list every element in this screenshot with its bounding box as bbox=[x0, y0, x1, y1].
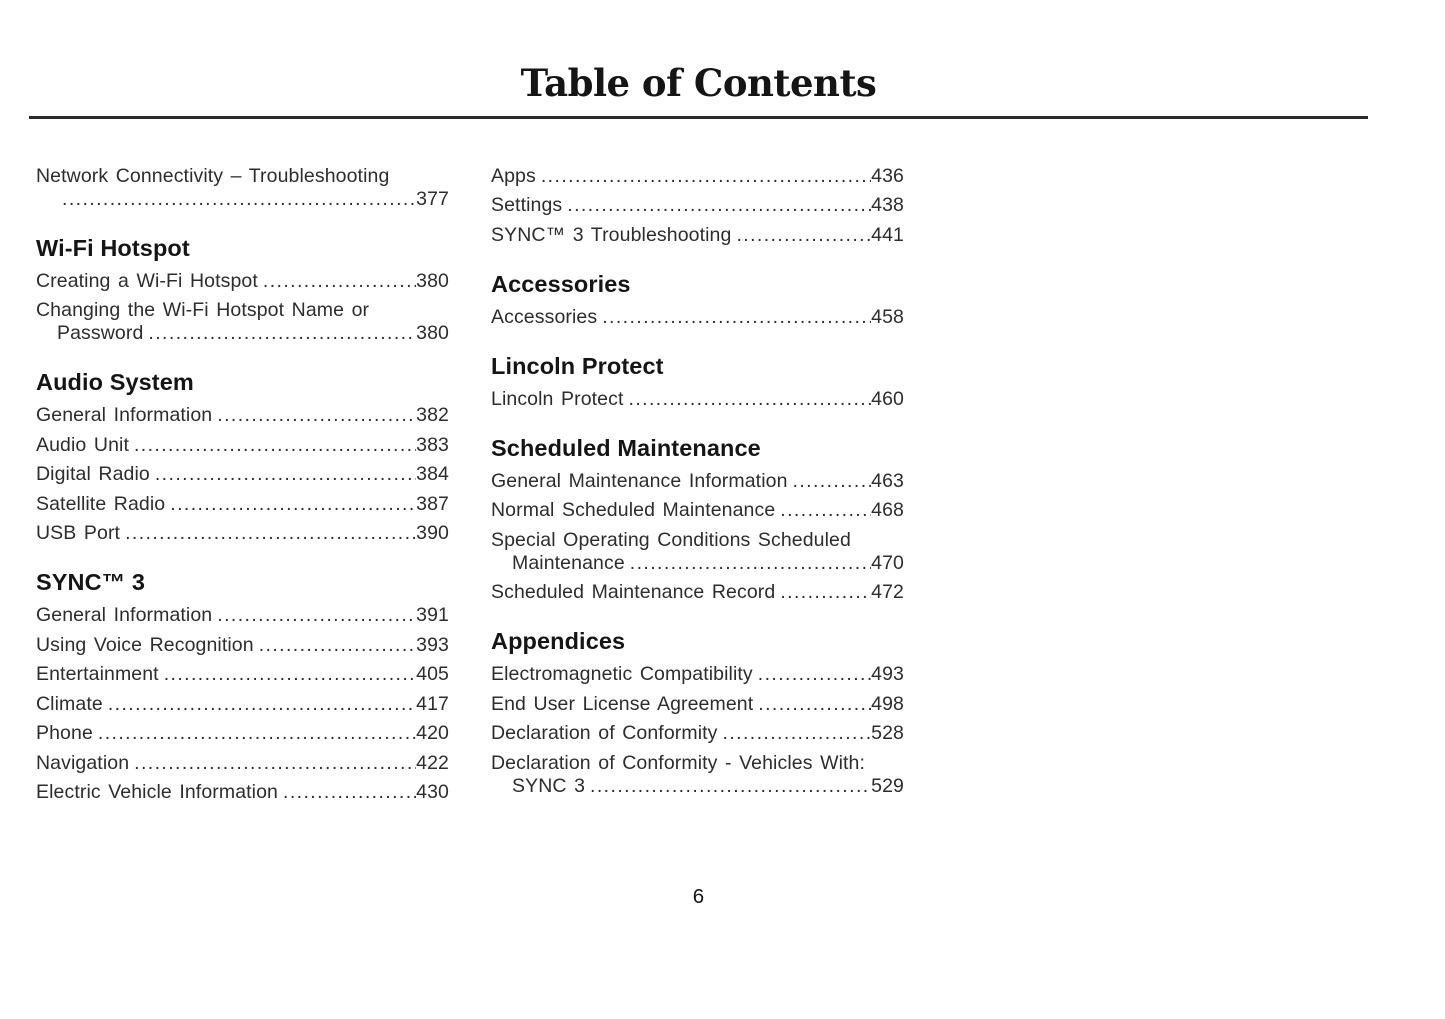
dot-leader bbox=[125, 522, 416, 545]
section-heading: Appendices bbox=[491, 628, 626, 654]
entry-page-number: 380 bbox=[416, 269, 449, 292]
toc-columns bbox=[29, 165, 1368, 811]
entry-row bbox=[36, 693, 449, 716]
dot-leader bbox=[541, 165, 871, 188]
section-heading: SYNC™ 3 bbox=[36, 569, 146, 595]
toc-entry bbox=[36, 693, 449, 716]
dot-leader bbox=[780, 581, 871, 604]
dot-leader bbox=[602, 306, 871, 329]
entry-page-number: 420 bbox=[416, 722, 449, 744]
toc-entry bbox=[491, 306, 904, 329]
entry-row bbox=[36, 522, 449, 545]
toc-entry bbox=[491, 194, 904, 217]
entry-row bbox=[491, 470, 904, 493]
toc-entry bbox=[491, 165, 904, 188]
entry-row bbox=[36, 493, 449, 516]
dot-leader bbox=[164, 663, 416, 686]
page-content bbox=[29, 0, 1368, 811]
toc-entry bbox=[491, 663, 904, 686]
dot-leader bbox=[736, 224, 871, 247]
entry-page-number: 383 bbox=[416, 433, 449, 456]
toc-entry bbox=[36, 663, 449, 686]
title-divider bbox=[29, 116, 1368, 119]
dot-leader bbox=[630, 552, 871, 575]
toc-section bbox=[491, 434, 904, 605]
page-title: Table of Contents bbox=[520, 61, 877, 105]
entry-row bbox=[36, 188, 449, 211]
entry-page-number: 377 bbox=[416, 187, 449, 210]
entry-page-number: 436 bbox=[871, 164, 904, 187]
entry-page-number: 472 bbox=[871, 581, 904, 603]
entry-page-number: 529 bbox=[871, 774, 904, 797]
entry-row bbox=[491, 194, 904, 217]
toc-entry bbox=[36, 463, 449, 486]
entry-label: General Maintenance Information bbox=[491, 469, 788, 492]
entry-page-number: 417 bbox=[416, 692, 449, 715]
entry-label: Accessories bbox=[491, 305, 598, 328]
entry-label: Entertainment bbox=[36, 663, 159, 685]
entry-page-number: 391 bbox=[416, 604, 449, 626]
dot-leader bbox=[134, 752, 416, 775]
toc-section bbox=[491, 627, 904, 798]
entry-label-line2: Maintenance bbox=[512, 551, 625, 574]
toc-entry bbox=[36, 722, 449, 745]
entry-page-number: 384 bbox=[416, 463, 449, 485]
toc-section bbox=[36, 165, 449, 211]
entry-row bbox=[36, 322, 449, 345]
entry-page-number: 430 bbox=[416, 781, 449, 803]
dot-leader bbox=[134, 434, 416, 457]
toc-section bbox=[36, 368, 449, 545]
entry-row bbox=[36, 604, 449, 627]
entry-label: Navigation bbox=[36, 751, 130, 774]
toc-entry bbox=[491, 693, 904, 716]
entry-page-number: 382 bbox=[416, 404, 449, 426]
entry-page-number: 468 bbox=[871, 499, 904, 521]
toc-entry bbox=[36, 270, 449, 293]
toc-column-right bbox=[491, 165, 904, 811]
entry-page-number: 441 bbox=[871, 223, 904, 246]
entry-row bbox=[36, 463, 449, 486]
page-number: 6 bbox=[692, 885, 705, 908]
entry-label: Apps bbox=[491, 164, 536, 187]
dot-leader bbox=[217, 604, 416, 627]
toc-entry bbox=[36, 493, 449, 516]
entry-label: Creating a Wi-Fi Hotspot bbox=[36, 269, 258, 292]
entry-row bbox=[491, 165, 904, 188]
entry-label-line1: Special Operating Conditions Scheduled bbox=[491, 528, 851, 551]
entry-label: SYNC™ 3 Troubleshooting bbox=[491, 223, 732, 246]
entry-label: Normal Scheduled Maintenance bbox=[491, 499, 776, 521]
toc-section bbox=[491, 165, 904, 247]
section-heading: Audio System bbox=[36, 369, 194, 395]
entry-page-number: 438 bbox=[871, 194, 904, 216]
entry-label: Climate bbox=[36, 692, 103, 715]
entry-label: Electric Vehicle Information bbox=[36, 781, 278, 803]
dot-leader bbox=[263, 270, 416, 293]
toc-entry bbox=[36, 781, 449, 804]
toc-column-left bbox=[36, 165, 449, 811]
entry-label: Electromagnetic Compatibility bbox=[491, 663, 753, 685]
entry-row bbox=[491, 693, 904, 716]
entry-page-number: 463 bbox=[871, 469, 904, 492]
dot-leader bbox=[108, 693, 416, 716]
dot-leader bbox=[155, 463, 416, 486]
toc-section bbox=[491, 270, 904, 329]
dot-leader bbox=[780, 499, 871, 522]
entry-label: Settings bbox=[491, 194, 563, 216]
entry-page-number: 422 bbox=[416, 751, 449, 774]
entry-row bbox=[491, 722, 904, 745]
entry-page-number: 460 bbox=[871, 387, 904, 410]
entry-row bbox=[491, 552, 904, 575]
dot-leader bbox=[62, 188, 416, 211]
entry-row bbox=[36, 434, 449, 457]
toc-entry bbox=[36, 604, 449, 627]
entry-label: General Information bbox=[36, 404, 213, 426]
entry-label: Audio Unit bbox=[36, 433, 129, 456]
dot-leader bbox=[217, 404, 416, 427]
entry-row bbox=[36, 270, 449, 293]
toc-entry bbox=[491, 224, 904, 247]
dot-leader bbox=[98, 722, 416, 745]
entry-label-line1: Declaration of Conformity - Vehicles With: bbox=[491, 751, 865, 774]
entry-row bbox=[36, 722, 449, 745]
entry-page-number: 387 bbox=[416, 492, 449, 515]
toc-entry bbox=[36, 434, 449, 457]
toc-entry bbox=[491, 499, 904, 522]
entry-label: USB Port bbox=[36, 522, 121, 544]
toc-entry bbox=[491, 529, 904, 575]
entry-label-line2: Password bbox=[57, 322, 144, 344]
entry-page-number: 498 bbox=[871, 692, 904, 715]
entry-label: Phone bbox=[36, 722, 93, 744]
entry-page-number: 380 bbox=[416, 322, 449, 344]
section-heading: Lincoln Protect bbox=[491, 352, 664, 379]
entry-label: End User License Agreement bbox=[491, 692, 754, 715]
entry-row bbox=[36, 634, 449, 657]
section-heading: Accessories bbox=[491, 270, 631, 297]
section-heading: Wi-Fi Hotspot bbox=[36, 234, 190, 261]
toc-section bbox=[36, 234, 449, 346]
toc-entry bbox=[491, 581, 904, 604]
entry-row bbox=[36, 404, 449, 427]
toc-entry bbox=[36, 752, 449, 775]
entry-label: Lincoln Protect bbox=[491, 387, 624, 410]
toc-entry bbox=[491, 752, 904, 798]
entry-row bbox=[491, 499, 904, 522]
toc-entry bbox=[36, 299, 449, 345]
entry-row bbox=[36, 752, 449, 775]
entry-label: Using Voice Recognition bbox=[36, 633, 254, 656]
entry-row bbox=[491, 581, 904, 604]
entry-label-line1: Network Connectivity – Troubleshooting bbox=[36, 164, 390, 187]
entry-row bbox=[36, 663, 449, 686]
entry-page-number: 470 bbox=[871, 551, 904, 574]
entry-page-number: 390 bbox=[416, 522, 449, 544]
entry-label: Declaration of Conformity bbox=[491, 722, 718, 744]
toc-entry bbox=[491, 470, 904, 493]
entry-label: General Information bbox=[36, 604, 213, 626]
dot-leader bbox=[567, 194, 871, 217]
toc-entry bbox=[491, 722, 904, 745]
toc-section bbox=[491, 352, 904, 411]
dot-leader bbox=[283, 781, 416, 804]
entry-row bbox=[491, 663, 904, 686]
entry-page-number: 528 bbox=[871, 722, 904, 744]
entry-row bbox=[491, 775, 904, 798]
entry-row bbox=[491, 306, 904, 329]
toc-entry bbox=[36, 404, 449, 427]
entry-row bbox=[491, 388, 904, 411]
section-heading: Scheduled Maintenance bbox=[491, 434, 761, 461]
entry-row bbox=[36, 781, 449, 804]
dot-leader bbox=[723, 722, 872, 745]
dot-leader bbox=[259, 634, 416, 657]
toc-section bbox=[36, 568, 449, 804]
entry-label-line2: SYNC 3 bbox=[512, 774, 586, 797]
dot-leader bbox=[758, 693, 871, 716]
dot-leader bbox=[629, 388, 872, 411]
entry-label: Scheduled Maintenance Record bbox=[491, 581, 776, 603]
entry-page-number: 405 bbox=[416, 663, 449, 685]
toc-entry bbox=[36, 165, 449, 211]
dot-leader bbox=[170, 493, 416, 516]
entry-row bbox=[491, 224, 904, 247]
entry-label: Digital Radio bbox=[36, 463, 150, 485]
toc-entry bbox=[491, 388, 904, 411]
dot-leader bbox=[793, 470, 872, 493]
toc-entry bbox=[36, 634, 449, 657]
entry-label: Satellite Radio bbox=[36, 492, 166, 515]
entry-page-number: 493 bbox=[871, 663, 904, 685]
toc-entry bbox=[36, 522, 449, 545]
dot-leader bbox=[148, 322, 416, 345]
entry-page-number: 458 bbox=[871, 305, 904, 328]
dot-leader bbox=[590, 775, 871, 798]
entry-label-line1: Changing the Wi-Fi Hotspot Name or bbox=[36, 299, 370, 321]
entry-page-number: 393 bbox=[416, 633, 449, 656]
dot-leader bbox=[758, 663, 871, 686]
